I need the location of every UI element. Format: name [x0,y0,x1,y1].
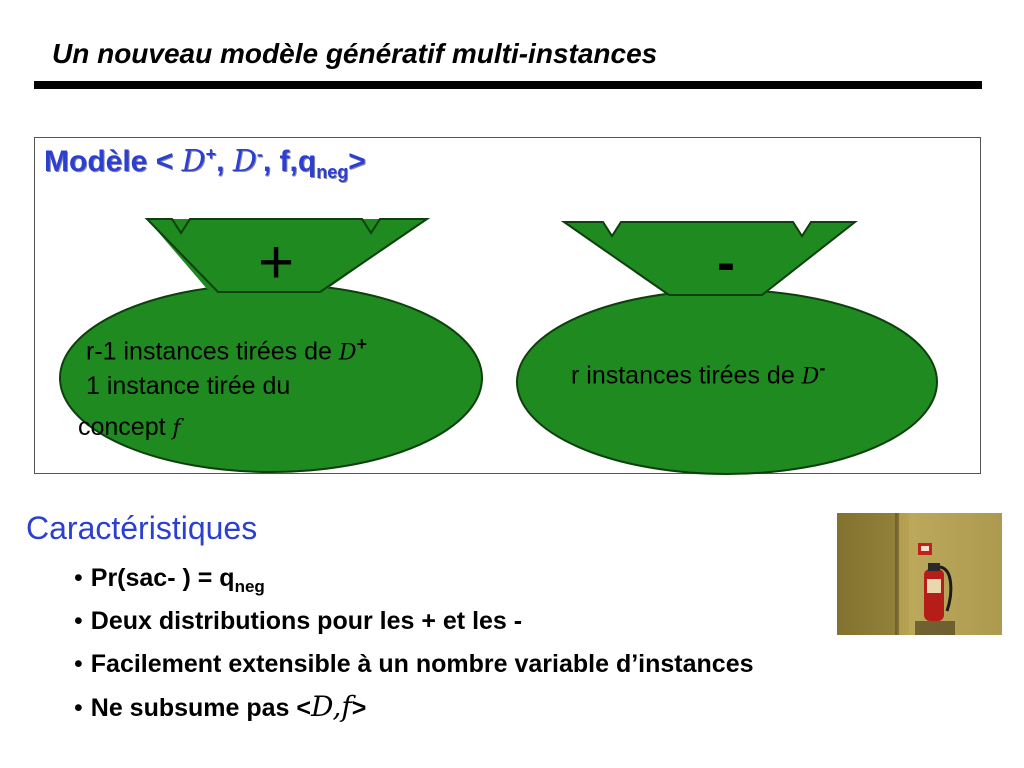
fire-extinguisher-photo [837,513,1002,635]
characteristics-list [74,558,754,730]
slide-title: Un nouveau modèle génératif multi-instances [52,38,658,69]
positive-line3-symbol: f [172,416,181,441]
positive-line1-text: r-1 instances tirées de [86,337,332,366]
list-item: • Pr(sac- ) = $q_{neg}$ [74,564,265,596]
bullet-4-close: > [351,694,367,722]
positive-line3 [78,407,181,449]
bullet-1-text: Pr(sac- ) = q [90,564,235,592]
bullet-1-sub: neg [234,577,265,596]
model-tail: , f,q [262,145,317,178]
negative-line1-symbol: D [801,364,820,390]
model-d-plus: D [181,144,206,179]
negative-line1-sup: - [819,358,826,378]
negative-sign: - [717,233,735,293]
model-label: Modèle < D+, D-, $f,q_{neg}>$ [44,144,366,182]
positive-line1-sup: + [356,334,368,354]
model-open: < [155,145,174,178]
bullet-2-text: Deux distributions pour les + et les - [90,607,523,635]
positive-sign: + [258,228,295,297]
list-item: • Facilement extensible à un nombre variable d’instances [74,650,754,678]
bullet-4-f-symbol: ,f [332,690,352,723]
list-item: • Deux distributions pour les + et les - [74,607,523,635]
list-item: • Ne subsume pas <D,f> [74,690,367,723]
negative-line1-text: r instances tirées de [571,361,795,390]
model-plus-sup: + [205,144,217,164]
positive-line3-text: concept [78,413,166,441]
negative-line1 [571,348,825,397]
model-word: Modèle [44,145,148,178]
characteristics-heading: Caractéristiques [26,510,258,546]
model-tail-sub: neg [316,162,349,182]
positive-line1-symbol: D [338,340,357,366]
bullet-4-open: < [296,694,312,722]
model-close: > [348,145,366,178]
model-minus-sup: - [256,144,263,164]
bullet-3-text: Facilement extensible à un nombre variable d’instances [90,650,754,678]
bullet-4-text: Ne subsume pas [90,694,290,722]
positive-line2: 1 instance tirée du [86,372,291,400]
bullet-4-d-symbol: D [311,690,333,723]
model-d-minus: D [232,144,257,179]
